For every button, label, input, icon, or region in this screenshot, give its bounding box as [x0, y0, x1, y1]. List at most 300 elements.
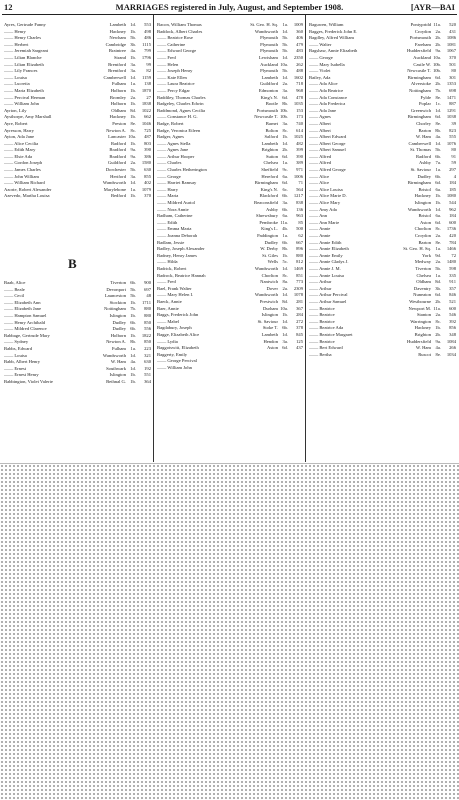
entry-volume: 1b. — [282, 134, 288, 140]
entry-district: Durham — [262, 305, 278, 311]
entry-page: 851 — [296, 272, 303, 278]
entry-page: 62 — [298, 233, 303, 238]
entry-name: —— Elizabeth Ann — [4, 299, 41, 305]
entry-volume: 6d. — [282, 345, 288, 351]
entry-page: 1067 — [446, 48, 456, 54]
entry-volume: 6d. — [282, 180, 288, 186]
entry-volume: 1d. — [282, 331, 288, 337]
entry-name: —— Cecil — [4, 293, 25, 299]
register-entry — [309, 273, 456, 280]
entry-district: Hackney — [109, 114, 126, 120]
register-entry — [157, 114, 303, 121]
entry-name: —— Mildred Clarence — [4, 326, 47, 332]
entry-volume: 6b. — [130, 319, 136, 325]
entry-name: —— Beatrice — [309, 318, 335, 324]
register-entry — [157, 174, 303, 181]
entry-page: 887 — [449, 101, 456, 107]
entry-page: 402 — [144, 180, 151, 186]
entry-volume: 2b. — [435, 298, 441, 304]
entry-page: 85 — [298, 219, 303, 225]
entry-page: 963 — [296, 213, 303, 219]
entry-volume: 10b. — [279, 107, 288, 113]
entry-volume: 1a. — [435, 272, 441, 278]
entry-volume: 8e. — [130, 120, 136, 126]
entry-page: 1580 — [141, 160, 151, 166]
entry-page: 1081 — [446, 41, 456, 47]
entry-volume: 6c. — [282, 186, 288, 192]
register-entry — [309, 141, 456, 148]
entry-volume: 6d. — [282, 94, 288, 100]
entry-page: 281 — [296, 298, 303, 304]
entry-name: Bailey, Ada — [309, 74, 331, 80]
register-entry — [157, 180, 303, 187]
entry-page: 662 — [144, 114, 151, 120]
register-entry — [157, 68, 303, 75]
entry-name: —— Annie Gladys J. — [309, 259, 349, 265]
entry-volume: 2b. — [435, 41, 441, 47]
entry-volume: 1d. — [435, 206, 441, 212]
entry-volume: 6d. — [435, 180, 441, 186]
entry-volume: 2b. — [282, 147, 288, 153]
page-header — [2, 1, 457, 13]
entry-district: Stanton — [416, 312, 431, 318]
entry-volume: 1d. — [282, 140, 288, 146]
register-entry — [309, 95, 456, 102]
entry-name: —— Helen — [157, 61, 179, 67]
entry-name: —— Ann — [309, 213, 327, 219]
entry-name: —— Annie Edith — [309, 239, 342, 245]
entry-page: 880 — [296, 252, 303, 258]
register-entry — [4, 187, 151, 194]
entry-page: 1471 — [446, 94, 456, 100]
entry-district: Camberwell — [103, 74, 126, 80]
entry-name: —— Albert — [309, 127, 331, 133]
entry-volume: 6b. — [130, 280, 136, 285]
entry-district: Strand — [114, 54, 126, 60]
entry-district: Dudley — [112, 326, 126, 332]
register-entry — [157, 187, 303, 194]
entry-name: Azorie, Robert Alexander — [4, 186, 52, 192]
entry-name: —— John William — [4, 173, 39, 179]
entry-name: —— Hampton Samuel — [4, 312, 47, 318]
entry-name: Bael, Frank Walter — [157, 285, 192, 291]
entry-district: Brentford — [108, 68, 126, 74]
entry-page: 357 — [449, 285, 456, 291]
register-entry — [309, 306, 456, 313]
entry-page: 1822 — [141, 332, 151, 338]
entry-district: York — [422, 252, 431, 258]
entry-volume: 4b. — [282, 226, 288, 232]
entry-volume: 1d. — [130, 22, 136, 27]
entry-name: —— Ada Beatrice — [309, 87, 344, 93]
register-entry — [309, 22, 456, 29]
entry-district: Plymouth — [260, 48, 278, 54]
register-entry — [4, 68, 151, 75]
entry-district: Bristol — [418, 213, 431, 219]
entry-district: Nottingham — [409, 87, 431, 93]
entry-district: Lambeth — [109, 22, 126, 27]
entry-district: Newton A. — [106, 127, 126, 133]
entry-volume: 8e. — [435, 351, 441, 357]
entry-page: 900 — [144, 280, 151, 285]
entry-name: —— Joseph Henry — [157, 68, 193, 74]
register-entry — [4, 101, 151, 108]
register-entry — [157, 266, 303, 273]
register-entry — [157, 253, 303, 260]
entry-district: Lambeth — [261, 140, 278, 146]
entry-name: —— Henry Charles — [4, 35, 41, 41]
entry-name: Bagge, Elizabeth Alice — [157, 331, 200, 337]
entry-district: Islington — [109, 312, 126, 318]
entry-volume: 1d. — [282, 265, 288, 271]
register-entry — [309, 259, 456, 266]
entry-district: Wandsworth — [254, 28, 278, 34]
entry-district: W. Ham — [415, 134, 431, 140]
entry-volume: 4a. — [130, 48, 136, 54]
entry-district: Radford — [415, 153, 431, 159]
register-entry — [309, 55, 456, 62]
register-entry — [309, 233, 456, 240]
entry-page: 667 — [296, 239, 303, 245]
entry-district: Bromley — [109, 94, 126, 100]
register-entry — [309, 279, 456, 286]
entry-district: Fulham — [111, 345, 126, 351]
entry-name: Baab, Alice — [4, 280, 26, 285]
entry-page: 846 — [449, 292, 456, 298]
register-entry — [4, 300, 151, 307]
entry-page: 39 — [451, 120, 456, 126]
register-entry — [157, 279, 303, 286]
entry-district: Chorlton — [261, 272, 278, 278]
register-entry — [157, 292, 303, 299]
entry-page: 4 — [453, 173, 456, 179]
entry-volume: 1b. — [130, 28, 136, 34]
entry-page: 799 — [144, 48, 151, 54]
entry-volume: 9a. — [130, 153, 136, 159]
register-entry — [4, 22, 151, 29]
entry-volume: 8b. — [435, 127, 441, 133]
register-entry — [157, 121, 303, 128]
entry-district: Sheffield — [261, 167, 278, 173]
entry-district: Dudley — [112, 319, 126, 325]
register-entry — [309, 339, 456, 346]
entry-page: 1480 — [446, 259, 456, 265]
entry-name: —— Maria Elizabeth — [4, 87, 44, 93]
entry-volume: 1b. — [130, 54, 136, 60]
entry-name: —— Annie — [309, 233, 331, 238]
entry-name: —— William Richard — [4, 180, 45, 186]
entry-page: 360 — [296, 28, 303, 34]
entry-name: Babbington, Violet Valerie — [4, 378, 53, 384]
register-entry — [157, 345, 303, 352]
entry-name: —— Alice — [309, 173, 330, 179]
register-entry — [157, 240, 303, 247]
entry-district: Daventry — [413, 285, 431, 291]
entry-name: —— Arthur — [309, 285, 332, 291]
register-entry — [309, 193, 456, 200]
entry-volume: 2b. — [435, 331, 441, 337]
register-entry — [4, 180, 151, 187]
entry-district: Islington — [414, 200, 431, 206]
entry-name: —— Lilian Blanche — [4, 54, 42, 60]
entry-page: 138 — [144, 81, 151, 87]
entry-district: Bootle — [265, 101, 278, 107]
register-entry — [309, 48, 456, 55]
entry-name: Badrick, Robert — [157, 265, 187, 271]
entry-name: Badrock, Beatrice Hannah — [157, 272, 206, 278]
entry-volume: 1b. — [130, 372, 136, 378]
entry-name: —— Lilian Elizabeth — [4, 61, 44, 67]
entry-name: Ayre, Robert — [4, 120, 28, 126]
entry-volume: 1b. — [130, 87, 136, 93]
register-entry — [309, 240, 456, 247]
register-entry — [309, 147, 456, 154]
entry-page: 850 — [144, 319, 151, 325]
entry-page: 370 — [449, 54, 456, 60]
entry-name: —— Violet — [309, 68, 331, 74]
entry-volume: 10a. — [280, 61, 288, 67]
entry-page: 551 — [144, 372, 151, 378]
entry-volume: 6b. — [435, 173, 441, 179]
entry-district: Launceston — [104, 293, 126, 299]
entry-page: 48 — [146, 293, 151, 299]
register-entry — [157, 88, 303, 95]
entry-volume: 5c. — [282, 259, 288, 265]
entry-volume: 2a. — [130, 94, 136, 100]
entry-district: Devonport — [106, 286, 126, 292]
entry-volume: 3a. — [282, 120, 288, 126]
entry-volume: 8b. — [282, 246, 288, 252]
register-entry — [157, 200, 303, 207]
register-entry — [4, 160, 151, 167]
entry-name: —— Ada Frederica — [309, 101, 346, 107]
register-entry — [4, 306, 151, 313]
entry-page: 488 — [296, 68, 303, 74]
entry-page: 82 — [146, 68, 151, 74]
entry-page: 192 — [144, 365, 151, 371]
entry-name: Azevedo, Martha Louisa — [4, 193, 50, 199]
entry-district: Camberwell — [408, 140, 431, 146]
entry-volume: 3a. — [282, 338, 288, 344]
entry-page: 1025 — [293, 134, 303, 140]
entry-name: —— George — [157, 173, 181, 179]
entry-district: St. Geo. H. Sq. — [403, 246, 431, 252]
entry-volume: 6b. — [282, 193, 288, 199]
entry-name: —— William John — [4, 101, 39, 107]
entry-volume: 9a. — [435, 48, 441, 54]
entry-name: Baddock, Albert Charles — [157, 28, 203, 34]
entry-page: 962 — [449, 206, 456, 212]
entry-volume: 1a. — [435, 167, 441, 173]
entry-district: W. Derby — [260, 246, 278, 252]
entry-page: 855 — [144, 173, 151, 179]
entry-page: 1469 — [293, 265, 303, 271]
entry-district: Pembroke — [259, 219, 278, 225]
entry-district: Cambridge — [105, 41, 126, 47]
entry-district: Newton A. — [106, 339, 126, 345]
entry-name: —— Kate Ellen — [157, 74, 187, 80]
entry-volume: 1a. — [282, 160, 288, 166]
entry-name: Baggotswitt, Elizabeth — [157, 345, 199, 351]
entry-name: —— Arthur Percival — [309, 292, 348, 298]
entry-district: Dudley — [417, 173, 431, 179]
entry-district: Guildford — [107, 160, 126, 166]
entry-district: Bristol — [418, 186, 431, 192]
entry-volume: 3a. — [130, 173, 136, 179]
register-entry — [4, 114, 151, 121]
register-entry — [309, 332, 456, 339]
entry-page: 173 — [296, 114, 303, 120]
page-number: 12 — [4, 2, 13, 12]
entry-volume: 2a. — [130, 160, 136, 166]
entry-name: Ayrton, Lily — [4, 107, 27, 113]
register-entry — [4, 174, 151, 181]
entry-volume: 5b. — [130, 167, 136, 173]
entry-district: Brighton — [261, 147, 278, 153]
entry-page: 1079 — [141, 186, 151, 192]
entry-district: Medway — [414, 259, 431, 265]
entry-volume: 9a. — [435, 338, 441, 344]
entry-volume: 8b. — [282, 101, 288, 107]
entry-volume: 8e. — [435, 120, 441, 126]
entry-district: Plymouth — [260, 41, 278, 47]
register-entry — [4, 366, 151, 373]
entry-district: Chorley — [416, 120, 431, 126]
entry-page: 437 — [296, 345, 303, 351]
entry-district: Westbourne — [409, 298, 431, 304]
entry-page: 803 — [144, 140, 151, 146]
entry-volume: 1b. — [130, 332, 136, 338]
entry-district: Wandsworth — [254, 265, 278, 271]
entry-page: 266 — [449, 345, 456, 351]
entry-district: Birmingham — [407, 74, 431, 80]
entry-volume: 5b. — [282, 48, 288, 54]
register-entry — [309, 253, 456, 260]
entry-name: —— Ada Jane — [309, 107, 337, 113]
entry-page: 725 — [144, 127, 151, 133]
entry-volume: 7b. — [435, 87, 441, 93]
entry-volume: 1b. — [130, 114, 136, 120]
entry-page: 600 — [449, 305, 456, 311]
entry-district: Auckland — [260, 61, 278, 67]
entry-name: —— Fred — [157, 279, 176, 285]
entry-name: —— Annie J. M. — [309, 265, 341, 271]
entry-page: 153 — [296, 107, 303, 113]
entry-page: 600 — [449, 219, 456, 225]
entry-page: 880 — [144, 306, 151, 312]
entry-district: Dudley — [264, 239, 278, 245]
register-entry — [157, 101, 303, 108]
entry-name: —— Harry — [157, 186, 179, 192]
register-entry — [4, 81, 151, 88]
entry-page: 556 — [144, 326, 151, 332]
entry-name: —— Walter — [309, 41, 332, 47]
entry-page: 896 — [296, 246, 303, 252]
entry-page: 1022 — [141, 107, 151, 113]
entry-district: Hackney — [414, 325, 431, 331]
entry-volume: 1a. — [282, 22, 288, 27]
entry-district: Wandsworth — [102, 180, 126, 186]
entry-name: —— Ernest — [4, 365, 27, 371]
entry-district: Hackney — [414, 193, 431, 199]
register-entry — [157, 273, 303, 280]
entry-district: Islington — [261, 312, 278, 318]
entry-page: 367 — [296, 305, 303, 311]
entry-volume: 6a. — [435, 213, 441, 219]
entry-district: Paddington — [257, 233, 278, 238]
entry-volume: 1d. — [282, 28, 288, 34]
entry-page: 880 — [144, 312, 151, 318]
register-entry — [309, 68, 456, 75]
entry-name: —— Fred — [157, 54, 176, 60]
entry-district: Oldham — [111, 107, 126, 113]
register-entry — [4, 359, 151, 366]
register-entry — [309, 75, 456, 82]
entry-name: —— Amy Ada — [309, 206, 337, 212]
register-entry — [309, 352, 456, 359]
entry-page: 784 — [449, 239, 456, 245]
entry-district: Wandsworth — [254, 292, 278, 298]
register-entry — [4, 280, 151, 287]
register-entry — [309, 108, 456, 115]
entry-district: Hackney — [109, 28, 126, 34]
register-entry — [4, 320, 151, 327]
entry-page: 501 — [449, 61, 456, 67]
entry-name: —— Ernest Henry — [4, 372, 39, 378]
entry-district: Plymouth — [260, 68, 278, 74]
entry-page: 399 — [296, 147, 303, 153]
entry-page: 420 — [449, 233, 456, 238]
entry-page: 262 — [296, 61, 303, 67]
entry-district: Barnet — [265, 120, 278, 126]
register-entry — [309, 167, 456, 174]
entry-page: 348 — [449, 331, 456, 337]
entry-page: 487 — [144, 134, 151, 140]
entry-district: Newham — [109, 35, 126, 41]
entry-district: King's N. — [260, 186, 278, 192]
entry-volume: 10a. — [433, 54, 441, 60]
entry-name: Ayres, Gertrude Fanny — [4, 22, 46, 27]
entry-page: 500 — [296, 226, 303, 232]
entry-page: 1838 — [141, 101, 151, 107]
entry-page: 968 — [296, 87, 303, 93]
entry-district: Guildford — [259, 81, 278, 87]
register-entry — [157, 358, 303, 365]
entry-page: 823 — [449, 127, 456, 133]
register-entry — [4, 48, 151, 55]
entry-page: 1736 — [446, 226, 456, 232]
entry-name: —— Arthur Samuel — [309, 298, 347, 304]
entry-district: Bradford — [109, 147, 126, 153]
entry-district: Nuneaton — [413, 292, 431, 298]
register-entry — [157, 35, 303, 42]
entry-volume: 4a. — [130, 359, 136, 365]
register-entry — [309, 319, 456, 326]
column-1-upper — [4, 22, 151, 200]
register-entry — [4, 353, 151, 360]
entry-page: 431 — [449, 28, 456, 34]
entry-name: —— Percival Herman — [4, 94, 46, 100]
entry-name: Badney, Henry James — [157, 252, 197, 258]
entry-page: 1353 — [446, 81, 456, 87]
register-entry — [157, 22, 303, 29]
register-entry — [309, 213, 456, 220]
entry-district: Ruscot — [418, 351, 431, 357]
entry-page: 1009 — [293, 22, 303, 27]
entry-page: 91 — [451, 153, 456, 159]
entry-district: St. Thomas — [410, 147, 431, 153]
entry-name: —— Charles Hetherington — [157, 167, 207, 173]
